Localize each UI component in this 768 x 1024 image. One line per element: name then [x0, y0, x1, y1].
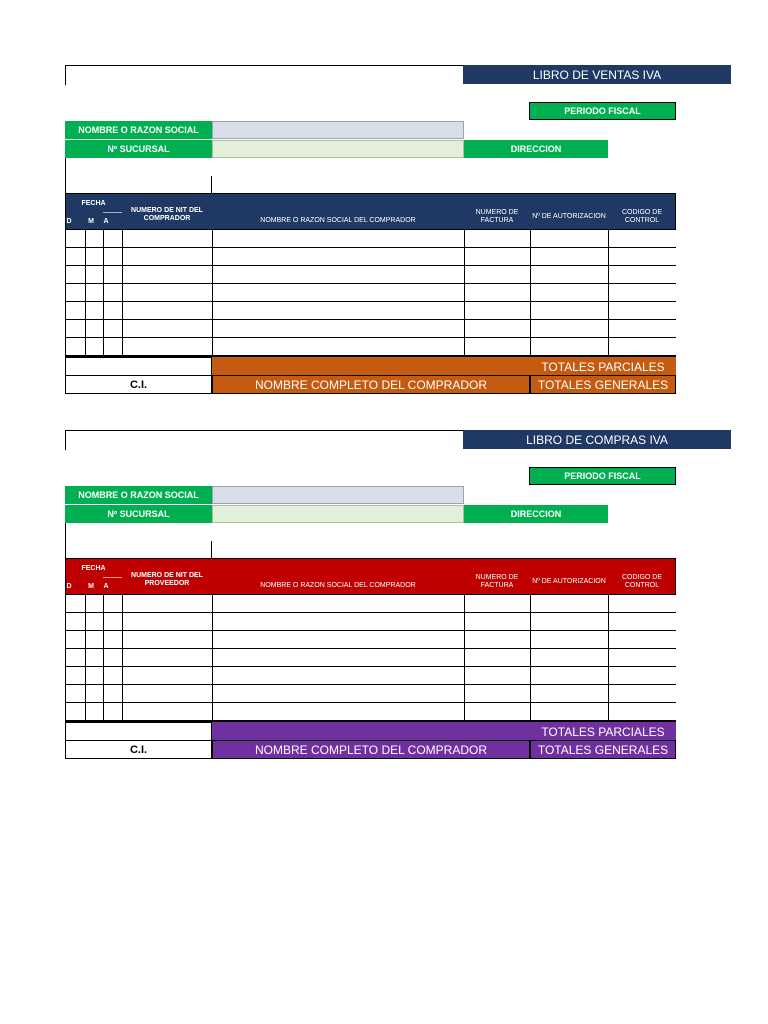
compras-totales-generales: [530, 740, 676, 759]
ventas-control-header: [608, 206, 676, 228]
ventas-grid: [65, 230, 676, 357]
compras-sucursal-label: [65, 505, 212, 523]
totales-parciales-label: TOTALES PARCIALES: [541, 359, 665, 374]
ventas-totales-parciales: [530, 357, 676, 376]
sucursal-label: Nº SUCURSAL: [107, 509, 170, 519]
compras-title: LIBRO DE COMPRAS IVA: [526, 432, 668, 447]
compras-a-header: [102, 581, 110, 593]
fecha-label: FECHA: [81, 565, 106, 572]
razon-social-label: NOMBRE O RAZON SOCIAL DEL COMPRADOR: [260, 217, 416, 224]
autorizacion-label: Nº DE AUTORIZACION: [532, 213, 606, 220]
ventas-nit-header: [122, 203, 212, 227]
ventas-ci: [65, 375, 212, 394]
ventas-direccion-label: [464, 140, 608, 158]
fecha-label: FECHA: [81, 200, 106, 207]
m-label: M: [88, 583, 94, 590]
compras-m-header: [85, 581, 97, 593]
nit-label: NUMERO DE NIT DEL COMPRADOR: [131, 207, 203, 222]
compras-grid: [65, 595, 676, 722]
totales-generales-label: TOTALES GENERALES: [537, 742, 669, 757]
ventas-title-banner: [463, 65, 731, 84]
compras-control-header: [608, 571, 676, 593]
compras-title-box: [65, 430, 465, 450]
ventas-fecha-divider: [103, 212, 122, 213]
ventas-title-box: [65, 65, 465, 85]
a-label: A: [103, 218, 109, 225]
ci-label: C.I.: [129, 743, 148, 756]
compras-sucursal-input[interactable]: [212, 505, 464, 523]
compras-fecha-divider: [103, 577, 122, 578]
ventas-sucursal-input[interactable]: [212, 140, 464, 158]
control-label: CODIGO DE CONTROL: [621, 574, 663, 589]
ventas-spacer-left: [65, 158, 66, 194]
d-label: D: [66, 583, 72, 590]
compras-spacer-left: [65, 523, 66, 559]
compras-nit-header: [122, 568, 212, 592]
ventas-totals-left: [65, 357, 212, 376]
ventas-d-header: [65, 216, 73, 228]
ventas-fecha-header: [65, 196, 122, 212]
nombre-completo-label: NOMBRE COMPLETO DEL COMPRADOR: [254, 742, 488, 757]
ventas-totales-generales: [530, 375, 676, 394]
compras-razon-header: [212, 579, 464, 593]
compras-nombre-completo: [212, 740, 530, 759]
compras-direccion-label: [464, 505, 608, 523]
ventas-sucursal-label: [65, 140, 212, 158]
ci-label: C.I.: [129, 378, 148, 391]
ventas-totals-bar: [212, 357, 530, 376]
nombre-razon-social-label: NOMBRE O RAZON SOCIAL: [78, 490, 199, 500]
ventas-periodo-fiscal: [529, 102, 676, 120]
compras-nombre-input[interactable]: [212, 486, 464, 504]
compras-nombre-label: [65, 486, 212, 504]
m-label: M: [88, 218, 94, 225]
ventas-a-header: [102, 216, 110, 228]
factura-label: NUMERO DE FACTURA: [475, 574, 519, 589]
a-label: A: [103, 583, 109, 590]
autorizacion-label: Nº DE AUTORIZACION: [532, 578, 606, 585]
ventas-nombre-input[interactable]: [212, 121, 464, 139]
nombre-razon-social-label: NOMBRE O RAZON SOCIAL: [78, 125, 199, 135]
factura-label: NUMERO DE FACTURA: [475, 209, 519, 224]
ventas-m-header: [85, 216, 97, 228]
d-label: D: [66, 218, 72, 225]
ventas-factura-header: [464, 206, 530, 228]
ventas-nombre-label: [65, 121, 212, 139]
compras-periodo-fiscal: [529, 467, 676, 485]
totales-generales-label: TOTALES GENERALES: [537, 377, 669, 392]
direccion-label: DIRECCION: [510, 509, 562, 519]
compras-fecha-header: [65, 561, 122, 577]
razon-social-label: NOMBRE O RAZON SOCIAL DEL COMPRADOR: [260, 582, 416, 589]
compras-totals-bar: [212, 722, 530, 741]
compras-title-banner: [463, 430, 731, 449]
compras-spacer-mid: [211, 541, 212, 559]
totales-parciales-label: TOTALES PARCIALES: [541, 724, 665, 739]
direccion-label: DIRECCION: [510, 144, 562, 154]
sucursal-label: Nº SUCURSAL: [107, 144, 170, 154]
nit-label: NUMERO DE NIT DEL PROVEEDOR: [131, 572, 203, 587]
nombre-completo-label: NOMBRE COMPLETO DEL COMPRADOR: [254, 377, 488, 392]
periodo-fiscal-label: PERIODO FISCAL: [564, 471, 641, 481]
compras-totales-parciales: [530, 722, 676, 741]
compras-d-header: [65, 581, 73, 593]
control-label: CODIGO DE CONTROL: [621, 209, 663, 224]
ventas-autorizacion-header: [530, 206, 608, 228]
compras-ci: [65, 740, 212, 759]
ventas-razon-header: [212, 214, 464, 228]
ventas-title: LIBRO DE VENTAS IVA: [532, 67, 662, 82]
ventas-spacer-mid: [211, 176, 212, 194]
compras-factura-header: [464, 571, 530, 593]
compras-totals-left: [65, 722, 212, 741]
periodo-fiscal-label: PERIODO FISCAL: [564, 106, 641, 116]
ventas-nombre-completo: [212, 375, 530, 394]
compras-autorizacion-header: [530, 571, 608, 593]
